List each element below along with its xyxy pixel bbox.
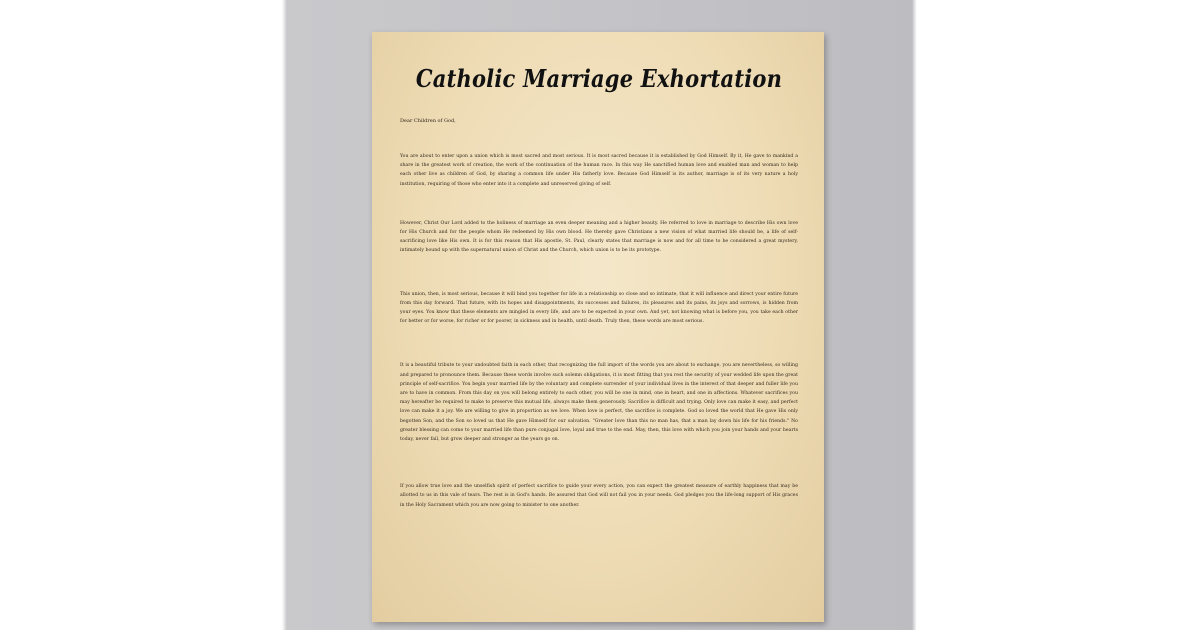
document-title: Catholic Marriage Exhortation (415, 64, 783, 93)
paragraph-1: You are about to enter upon a union which is most sacred and most serious. It is most sacred because it is established by God Himself. By it, He gave to mankind a share in the greatest work of creation, the work of the continuation of the human race. In this way He sanctified human love and enabled man and woman to help each other live as children of God, by sharing a common life under His fatherly love. Because God Himself is its author, marriage is of its very nature a holy institution, requiring of those who enter into it a complete and unreserved giving of self. (400, 154, 798, 187)
paragraph-4: It is a beautiful tribute to your undoubted faith in each other, that recognizing the full import of the words you are about to exchange, you are nevertheless, so willing and prepared to pronounce them. Because these words involve such solemn obligations, it is most fitting that you rest the security of your wedded life upon the great principle of self-sacrifice. You begin your married life by the voluntary and complete surrender of your individual lives in the interest of that deeper and fuller life you are to have in common. From this day on you will belong entirely to each other, you will be one in mind, one in heart, and one in affections. Whatever sacrifices you may hereafter be required to make to preserve this mutual life, always make them generously. Sacrifice is difficult and trying. Only love can make it easy, and perfect love can make it a joy. We are willing to give in proportion as we love. When love is perfect, the sacrifice is complete. God so loved the world that He gave His only begotten Son, and the Son so loved us that He gave Himself for our salvation. "Greater love than this no man has, that a man lay down his life for his friends." No greater blessing can come to your married life than pure conjugal love, loyal and true to the end. May, then, this love with which you join your hands and your hearts today, never fail, but grow deeper and stronger as the years go on. (400, 363, 798, 443)
paragraph-2: However, Christ Our Lord added to the holiness of marriage an even deeper meaning and a higher beauty. He referred to love in marriage to describe His own love for His Church and for the people whom He redeemed by His own blood. He thereby gave Christians a new vision of what married life should be, a life of self-sacrificing love like His own. It is for this reason that His apostle, St. Paul, clearly states that marriage is now and for all time to be considered a great mystery, intimately bound up with the supernatural union of Christ and the Church, which union is to be its prototype. (400, 220, 798, 254)
paragraph-5: If you allow true love and the unselfish spirit of perfect sacrifice to guide your every action, you can expect the greatest measure of earthly happiness that may be allotted to us in this vale of tears. The rest is in God's hands. Be assured that God will not fail you in your needs. God pledges you the life-long support of His graces in the Holy Sacrament which you are now going to minister to one another. (400, 484, 798, 508)
salutation: Dear Children of God, (400, 118, 456, 124)
poster-document (372, 32, 824, 622)
paragraph-3: This union, then, is most serious, because it will bind you together for life in a relationship so close and so intimate, that it will influence and direct your entire future from this day forward. That future, with its hopes and disappointments, its successes and failures, its pleasures and its pains, its joys and sorrows, is hidden from your eyes. You know that these elements are mingled in every life, and are to be expected in your own. And yet, not knowing what is before you, you take each other for better or for worse, for richer or for poorer, in sickness and in health, until death. Truly then, these words are most serious. (400, 291, 798, 325)
